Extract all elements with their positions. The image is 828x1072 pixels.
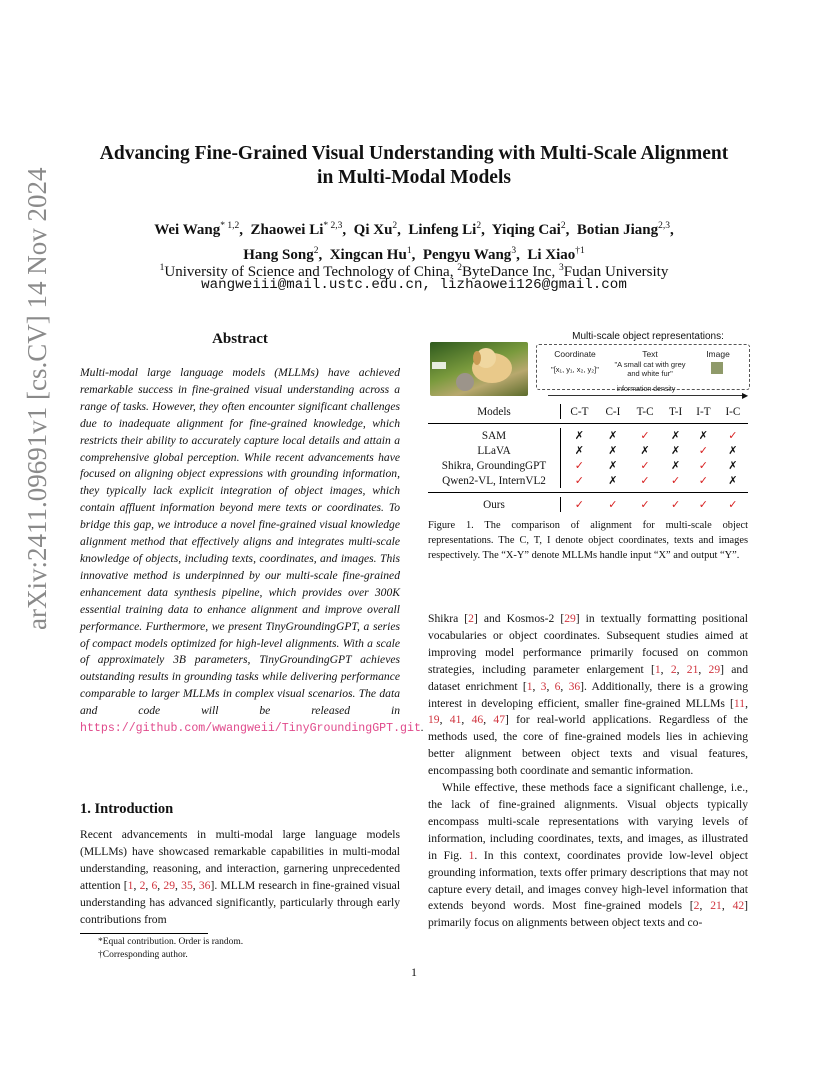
paper-title <box>60 142 768 190</box>
mark: ✗ <box>670 445 681 457</box>
abstract-text: Multi-modal large language models (MLLMs) have achieved remarkable success in fine-grained visual understanding across a range of tasks. However, they often encounter significant challenges due to inadequate alignment for fine-grained knowledge, which restricts their ability to accurately capture local details and attain a comprehensive global perception. While recent advancements have focused on aligning object expressions with grounding information, they typically lack explicit integration of object images, which contain affluent information beyond mere texts or coordinates. To bridge this gap, we introduce a novel fine-grained visual knowledge alignment method that effectively aligns and integrates multi-scale knowledge of objects, including texts, coordinates, and images. This innovative method is underpinned by our multi-scale fine-grained enhancement data synthesis pipeline, which provides over 300K essential training data to enhance alignment and improve overall performance. Furthermore, we present TinyGroundingGPT, a series of compact models optimized for high-level alignments. With a scale of approximately 3B parameters, TinyGroundingGPT achieves outstanding results in grounding tasks while delivering performance comparable to larger MLLMs in complex visual scenarios. The data and code will be released in https://github.com/wwangweii/TinyGroundingGPT.git. <box>80 366 424 736</box>
title-line-2: in Multi-Modal Models <box>317 167 511 188</box>
col-header: T-C <box>636 405 654 418</box>
coordinate-value: "[x₁, y₁, x₂, y₂]" <box>551 365 599 374</box>
mark: ✓ <box>728 499 738 511</box>
text-label: Text <box>642 349 658 359</box>
model-name: Qwen2-VL, InternVL2 <box>428 473 561 488</box>
code-link[interactable]: https://github.com/wwangweii/TinyGroundingGPT.git <box>80 722 421 736</box>
table-header-row <box>428 404 748 419</box>
mark: ✓ <box>698 460 709 472</box>
model-name: Ours <box>428 497 561 512</box>
density-arrow-line <box>548 395 744 396</box>
authors-line-2: Hang Song$^2$, Xingcan Hu$^1$, Pengyu Wang$^3$, Li Xiao$^{\dagger 1}$ <box>243 246 585 263</box>
mark: ✗ <box>728 475 738 487</box>
footnote-equal-contribution: *Equal contribution. Order is random. <box>98 937 244 947</box>
mark: ✓ <box>670 499 681 511</box>
col-header: C-I <box>605 405 621 418</box>
mark: ✓ <box>574 460 585 472</box>
mark: ✓ <box>698 445 709 457</box>
model-name: Shikra, GroundingGPT <box>428 458 561 473</box>
authors-line-1: Wei Wang$^{* 1,2}$, Zhaowei Li$^{* 2,3}$, Qi Xu$^2$, Linfeng Li$^2$, Yiqing Cai$^2$, Botian Jiang$^{2,3}$, <box>154 221 674 238</box>
page-number: 1 <box>411 965 417 979</box>
right-column-body <box>428 611 748 932</box>
table-row-ours <box>428 497 748 512</box>
mark: ✗ <box>698 430 709 442</box>
title-line-1: Advancing Fine-Grained Visual Understanding with Multi-Scale Alignment <box>99 143 729 164</box>
mark: ✓ <box>608 499 618 511</box>
right-paragraph-2: While effective, these methods face a significant challenge, i.e., the lack of fine-grained alignments. Visual objects typically encompass multi-scale representations with varying levels of information, including coordinates, texts, and images, as illustrated in Fig. 1. In this context, coordinates provide low-level object grounding information, texts offer primary descriptions that may not capture every detail, and images convey high-level information that extends beyond words. Most fine-grained models [2, 21, 42] primarily focus on alignments between object texts and co- <box>428 781 749 930</box>
intro-paragraph: Recent advancements in multi-modal large language models (MLLMs) have showcased remarkable capabilities in multi-modal understanding, reasoning, and interaction, garnering unprecedented attention [1, 2, 6, 29, 35, 36]. MLLM research in fine-grained visual understanding has advanced significantly, particularly through early contributions from <box>80 828 401 926</box>
mark: ✓ <box>728 430 738 442</box>
footnote-corresponding: †Corresponding author. <box>98 950 188 960</box>
figure-title: Multi-scale object representations: <box>572 331 724 342</box>
density-arrowhead: ▶ <box>742 391 749 400</box>
col-header: T-I <box>669 405 683 418</box>
dog-cat-photo <box>430 342 528 396</box>
mark: ✓ <box>574 475 585 487</box>
mark: ✓ <box>698 499 709 511</box>
mark: ✓ <box>698 475 709 487</box>
mark: ✗ <box>608 445 618 457</box>
footnote-rule <box>80 933 208 934</box>
models-header: Models <box>428 404 561 419</box>
mark: ✓ <box>640 475 650 487</box>
abstract-body: Multi-modal large language models (MLLMs) have achieved remarkable success in fine-grained visual understanding across a range of tasks. However, they often encounter significant challenges due to inadequate alignment for fine-grained knowledge, which restricts their ability to accurately capture local details and attain a comprehensive global perception. While recent advancements have focused on aligning object expressions with grounding information, they typically lack explicit integration of object images, which contain affluent information beyond mere texts or coordinates. To bridge this gap, we introduce a novel fine-grained visual knowledge alignment method that effectively aligns and integrates multi-scale knowledge of objects, including texts, coordinates, and images. This innovative method is underpinned by our multi-scale fine-grained enhancement data synthesis pipeline, which provides over 300K essential training data to enhance alignment and improve overall performance. Furthermore, we present TinyGroundingGPT, a series of compact models optimized for high-level alignments. With a scale of approximately 3B parameters, TinyGroundingGPT achieves outstanding results in grounding tasks while delivering performance comparable to larger MLLMs in complex visual scenarios. The data and code will be released in <box>80 366 400 718</box>
col-header: I-C <box>725 405 741 418</box>
table-row <box>428 458 748 473</box>
table-row <box>428 428 748 443</box>
mark: ✗ <box>608 460 618 472</box>
model-name: LLaVA <box>428 443 561 458</box>
arxiv-stamp: arXiv:2411.09691v1 [cs.CV] 14 Nov 2024 <box>22 167 52 630</box>
model-name: SAM <box>428 428 561 443</box>
table-row <box>428 443 748 458</box>
mark: ✓ <box>640 499 650 511</box>
col-header: I-T <box>696 405 711 418</box>
footnotes <box>98 936 243 962</box>
affiliations: $^1$University of Science and Technology of China, $^2$ByteDance Inc, $^3$Fudan University <box>159 263 669 280</box>
author-emails[interactable]: wangweiii@mail.ustc.edu.cn, lizhaowei126@gmail.com <box>201 277 627 293</box>
mark: ✓ <box>640 460 650 472</box>
right-paragraph-1: Shikra [2] and Kosmos-2 [29] in textually formatting positional vocabularies or object coordinates. Subsequent studies aimed at improving model performance primarily focused on common strategies, including parameter enlargement [1, 2, 21, 29] and dataset enrichment [1, 3, 6, 36]. Additionally, there is a growing interest in developing efficient, smaller fine-grained MLLMs [11, 19, 41, 46, 47] for real-world applications. Regardless of the methods used, the core of fine-grained models lies in achieving better alignment between object texts and visual features, encompassing both coordinate and semantic information. <box>428 612 749 778</box>
section-heading-introduction: 1. Introduction <box>80 801 174 817</box>
cat-thumbnail <box>711 362 723 374</box>
image-label: Image <box>706 349 730 359</box>
mark: ✗ <box>670 430 681 442</box>
mark: ✗ <box>608 475 618 487</box>
figure-caption: Figure 1. The comparison of alignment for multi-scale object representations. The C, T, I denote object coordinates, texts and images respectively. The “X-Y” denote MLLMs handle input “X” and output “Y”. <box>428 520 748 562</box>
mark: ✗ <box>728 460 738 472</box>
alignment-table <box>428 404 748 512</box>
text-value: "A small cat with grey and white fur" <box>614 360 686 378</box>
mark: ✓ <box>574 499 585 511</box>
density-label: information density <box>616 386 676 393</box>
table-row <box>428 473 748 488</box>
mark: ✗ <box>670 460 681 472</box>
mark: ✗ <box>728 445 738 457</box>
abstract-heading: Abstract <box>212 331 268 347</box>
mark: ✓ <box>640 430 650 442</box>
mark: ✗ <box>574 430 585 442</box>
mark: ✗ <box>574 445 585 457</box>
mark: ✗ <box>608 430 618 442</box>
mark: ✗ <box>640 445 650 457</box>
col-header: C-T <box>570 405 589 418</box>
mark: ✓ <box>670 475 681 487</box>
coordinate-label: Coordinate <box>554 349 596 359</box>
